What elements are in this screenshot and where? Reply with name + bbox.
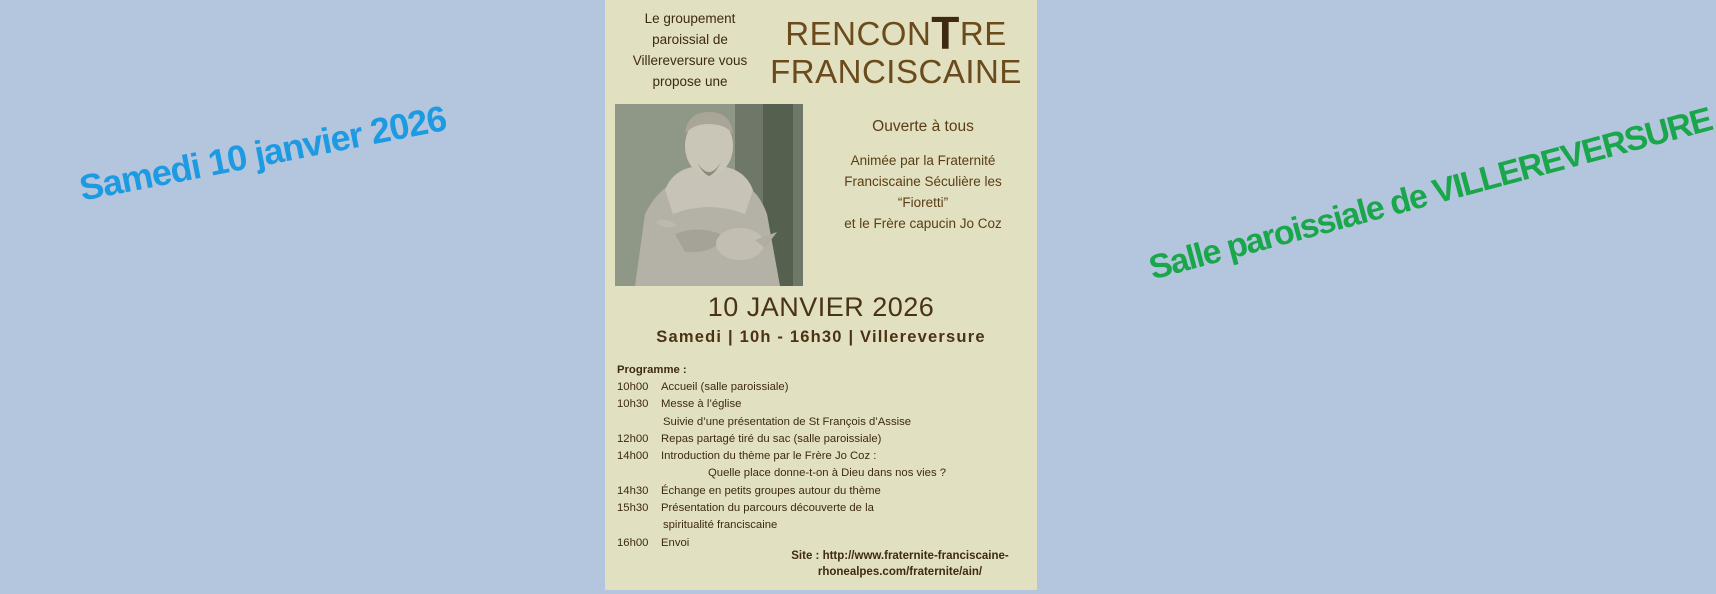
programme-time — [617, 517, 661, 534]
intro-line: propose une — [652, 74, 728, 89]
programme-time: 10h00 — [617, 381, 649, 393]
programme-description: Échange en petits groupes autour du thème — [661, 484, 881, 497]
programme-time: 12h00 — [617, 432, 649, 445]
programme-item — [617, 517, 1029, 534]
programme-item — [617, 448, 1029, 465]
saint-francis-statue-image — [615, 104, 803, 286]
website-line-2[interactable]: rhonealpes.com/fraternite/ain/ — [817, 566, 983, 578]
programme-item — [617, 483, 1029, 500]
programme-time — [617, 465, 661, 482]
programme-description: Introduction du thème par le Frère Jo Coz : — [661, 450, 877, 463]
poster-intro — [615, 8, 765, 92]
programme-item — [617, 431, 1029, 448]
title-line-1: RENCONTRE — [785, 7, 1007, 59]
programme-time: 14h30 — [617, 484, 649, 497]
programme-item — [617, 414, 1029, 431]
poster-title — [765, 7, 1027, 91]
hosts-line: et le Frère capucin Jo Coz — [844, 216, 1002, 231]
title-line-2: FRANCISCAINE — [770, 53, 1022, 90]
venue-banner-text: Salle paroissiale de VILLEREVERSURE — [1144, 100, 1716, 288]
programme-description: Présentation du parcours découverte de la — [661, 502, 874, 515]
intro-line: paroissial de — [652, 32, 728, 47]
tau-cross-letter: T — [931, 7, 960, 59]
programme-description: Accueil (salle paroissiale) — [661, 381, 789, 393]
hosts-line: Franciscaine Séculière les — [844, 174, 1002, 189]
date-banner-text: Samedi 10 janvier 2026 — [75, 97, 450, 209]
event-schedule-line: Samedi | 10h - 16h30 | Villereversure — [656, 328, 986, 346]
programme-description: spiritualité franciscaine — [663, 519, 778, 532]
programme-list — [617, 379, 1029, 552]
programme-title: Programme : — [617, 364, 687, 376]
programme-description: Envoi — [661, 536, 690, 549]
programme-time: 15h30 — [617, 502, 649, 515]
website-line-1[interactable]: Site : http://www.fraternite-franciscaine- — [791, 550, 1009, 562]
programme-description: Messe à l’église — [661, 398, 742, 411]
programme-time: 16h00 — [617, 536, 649, 549]
programme-description: Suivie d’une présentation de St François d’Assise — [663, 415, 912, 428]
website-link[interactable] — [765, 548, 1035, 580]
intro-line: Villereversure vous — [632, 53, 748, 68]
programme-description: Repas partagé tiré du sac (salle paroissiale) — [661, 432, 882, 445]
programme-time: 14h00 — [617, 450, 649, 463]
hosts-line: Animée par la Fraternité — [850, 153, 996, 168]
open-to-all-text: Ouverte à tous — [872, 118, 974, 135]
intro-line: Le groupement — [644, 11, 736, 26]
hosts-line: “Fioretti” — [897, 195, 949, 210]
programme-time — [617, 414, 661, 431]
hosts-text — [813, 150, 1033, 234]
programme-item — [617, 396, 1029, 413]
programme-item — [617, 379, 1029, 396]
programme-item — [617, 465, 1029, 482]
programme — [617, 362, 1029, 552]
programme-time: 10h30 — [617, 398, 649, 411]
programme-item — [617, 500, 1029, 517]
programme-description: Quelle place donne-t-on à Dieu dans nos vies ? — [708, 467, 947, 480]
event-poster — [605, 0, 1037, 590]
event-date: 10 JANVIER 2026 — [707, 292, 935, 322]
